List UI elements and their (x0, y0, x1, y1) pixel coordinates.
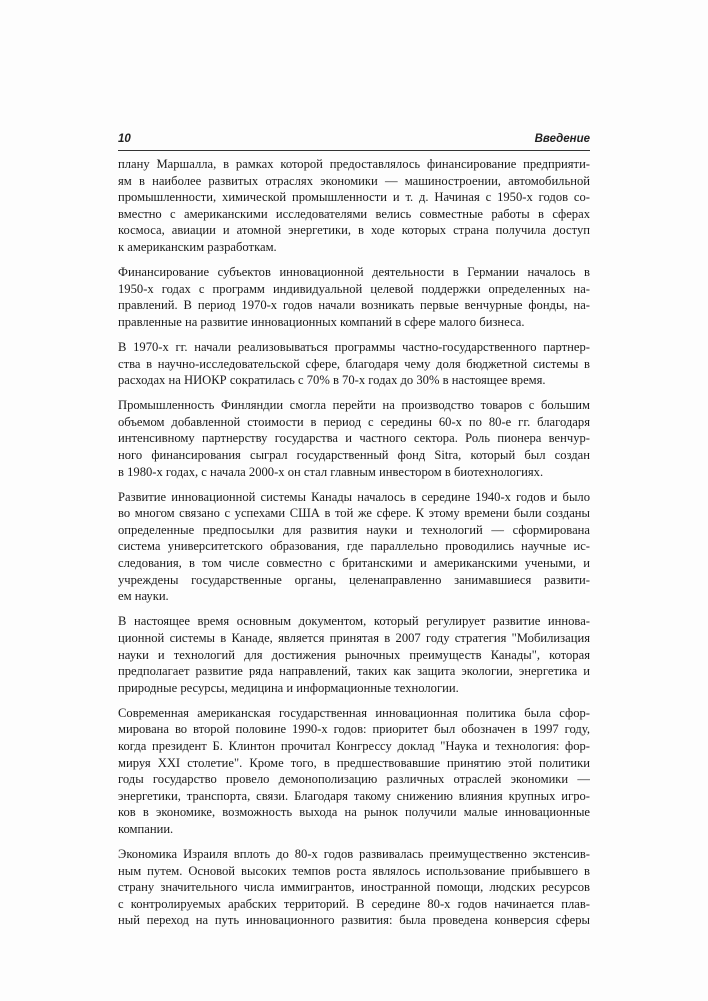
text-line: Финансирование субъектов инновационной деятельности в Германии началось в (118, 265, 590, 280)
paragraph (118, 397, 590, 480)
text-line: В настоящее время основным документом, который регулирует развитие иннова- (118, 614, 590, 629)
text-line: с контролируемых арабских территорий. В середине 80-х годов начинается плав- (118, 896, 590, 911)
body-text (118, 156, 590, 938)
paragraph (118, 489, 590, 605)
text-line: ем науки. (118, 589, 169, 604)
text-line: во многом связано с успехами США в той же сфере. К этому времени были созданы (118, 506, 590, 521)
text-line: в 1980-х годах, с начала 2000-х он стал главным инвестором в биотехнологиях. (118, 464, 544, 479)
section-title: Введение (534, 133, 590, 145)
text-line: интенсивному партнерству государства и частного сектора. Роль пионера венчур- (118, 431, 590, 446)
text-line: Развитие инновационной системы Канады началось в середине 1940-х годов и было (118, 489, 590, 504)
text-line: компании. (118, 821, 174, 836)
text-line: страну значительного числа иммигрантов, иностранной помощи, людских ресурсов (118, 880, 590, 895)
text-line: ков в экономике, возможность выхода на рынок получили малые инновационные (118, 805, 590, 820)
text-line: учреждены государственные органы, целенаправленно занимавшиеся развити- (118, 572, 590, 587)
header-rule (118, 150, 590, 151)
paragraph (118, 156, 590, 256)
text-line: ного финансирования сыграл государственный фонд Sitra, который был создан (118, 448, 590, 462)
paragraph (118, 705, 590, 838)
text-line: определенные предпосылки для развития науки и технологий — сформирована (118, 522, 590, 537)
text-line: годы государство провело демонополизацию различных отраслей экономики — (118, 772, 590, 787)
paragraph (118, 264, 590, 330)
text-line: расходах на НИОКР сократилась с 70% в 70-х годах до 30% в настоящее время. (118, 373, 546, 388)
text-line: предполагает развитие ряда направлений, таких как защита экологии, энергетика и (118, 664, 590, 679)
paragraph (118, 339, 590, 389)
text-line: энергетики, транспорта, связи. Благодаря такому снижению влияния крупных игро- (118, 788, 590, 803)
text-line: Промышленность Финляндии смогла перейти на производство товаров с большим (118, 398, 590, 413)
paragraph (118, 613, 590, 696)
running-header (118, 133, 590, 149)
text-line: ционной системы в Канаде, является принятая в 2007 году стратегия "Мобилизация (118, 630, 590, 645)
page-number: 10 (118, 133, 131, 145)
text-line: правлений. В период 1970-х годов начали возникать первые венчурные фонды, на- (118, 298, 590, 313)
text-line: природные ресурсы, медицина и информационные технологии. (118, 680, 459, 695)
text-line: ным путем. Основой высоких темпов роста являлось использование прибывшего в (118, 863, 590, 878)
text-line: промышленности, химической промышленности и т. д. Начиная с 1950-х годов со- (118, 190, 590, 205)
text-line: вместно с американскими исследователями велись совместные работы в сферах (118, 206, 590, 221)
text-line: В 1970-х гг. начали реализовываться программы частно-государственного партнер- (118, 339, 590, 354)
text-line: система университетского образования, где параллельно проводились научные ис- (118, 539, 590, 554)
text-line: Экономика Израиля вплоть до 80-х годов развивалась преимущественно экстенсив- (118, 847, 590, 862)
text-line: 1950-х годах с программ индивидуальной целевой поддержки определенных на- (118, 281, 590, 296)
text-line: когда президент Б. Клинтон прочитал Конгрессу доклад "Наука и технология: фор- (118, 739, 590, 753)
text-line: мирована во второй половине 1990-х годов: приоритет был обозначен в 1997 году, (118, 722, 590, 737)
text-line: мируя XXI столетие". Кроме того, в предшествовавшие принятию этой политики (118, 755, 590, 770)
text-line: к американским разработкам. (118, 239, 277, 254)
text-line: науки и технологий для достижения рыночных преимуществ Канады", которая (118, 647, 590, 662)
text-line: ный переход на путь инновационного развития: была проведена конверсия сферы (118, 913, 590, 928)
text-line: Современная американская государственная инновационная политика была сфор- (118, 705, 590, 720)
text-line: следования, в том числе совместно с британскими и американскими учеными, и (118, 556, 590, 571)
text-line: правленные на развитие инновационных компаний в сфере малого бизнеса. (118, 314, 525, 329)
text-line: плану Маршалла, в рамках которой предоставлялось финансирование предприяти- (118, 157, 590, 171)
text-line: ства в научно-исследовательской сфере, благодаря чему доля бюджетной системы в (118, 356, 590, 371)
text-line: объемом добавленной стоимости в период с середины 60-х по 80-е гг. благодаря (118, 414, 590, 429)
paragraph (118, 846, 590, 929)
text-line: ям в наиболее развитых отраслях экономики — машиностроении, автомобильной (118, 173, 590, 188)
text-line: космоса, авиации и атомной энергетики, в ходе которых страна получила доступ (118, 223, 590, 238)
